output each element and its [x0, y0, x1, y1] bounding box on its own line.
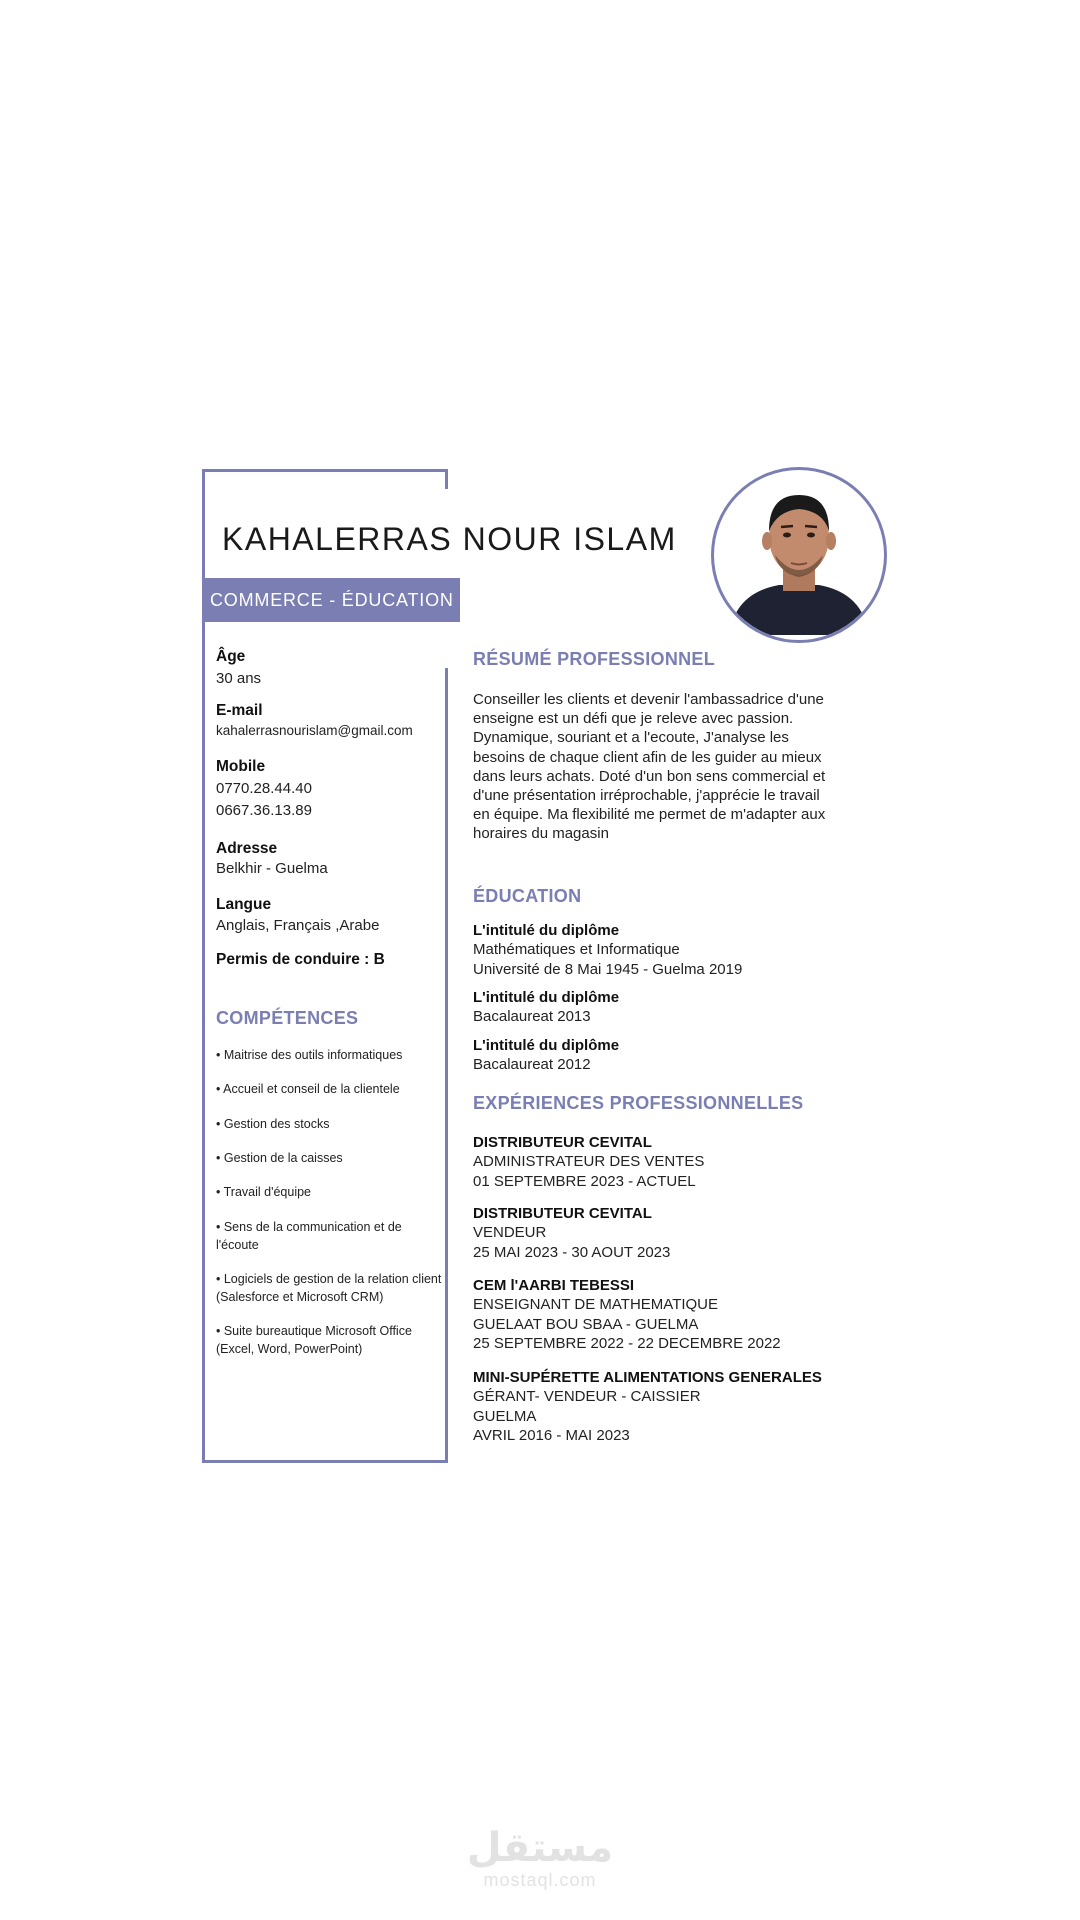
skill-item: • Gestion des stocks: [216, 1117, 330, 1131]
role-band: [204, 578, 460, 622]
email-label: E-mail: [216, 702, 263, 719]
sidebar-right-border: [445, 668, 448, 1463]
age-block: [216, 648, 440, 690]
experience-heading: CEM l'AARBI TEBESSI: [473, 1277, 635, 1294]
skill-item: • Sens de la communication et de l'écoute: [216, 1220, 402, 1252]
experience-line: 25 SEPTEMBRE 2022 - 22 DECEMBRE 2022: [473, 1334, 781, 1352]
age-value: 30 ans: [216, 670, 262, 687]
education-line: Bacalaureat 2012: [473, 1056, 591, 1074]
experience-heading: DISTRIBUTEUR CEVITAL: [473, 1205, 652, 1222]
mobile-number-1: 0770.28.44.40: [216, 780, 312, 797]
skill-item: • Suite bureautique Microsoft Office (Excel, Word, PowerPoint): [216, 1324, 412, 1356]
mobile-number-2: 0667.36.13.89: [216, 802, 312, 819]
address-value: Belkhir - Guelma: [216, 860, 328, 877]
experience-line: ENSEIGNANT DE MATHEMATIQUE: [473, 1296, 719, 1314]
skill-item: • Maitrise des outils informatiques: [216, 1048, 403, 1062]
experience-line: 01 SEPTEMBRE 2023 - ACTUEL: [473, 1172, 696, 1190]
education-entry: [473, 921, 893, 979]
profile-photo: [711, 467, 887, 643]
experience-entry: [473, 1276, 893, 1353]
experience-line: AVRIL 2016 - MAI 2023: [473, 1426, 630, 1444]
skill-item: • Gestion de la caisses: [216, 1151, 343, 1165]
email-value: kahalerrasnourislam@gmail.com: [216, 723, 413, 738]
mobile-label: Mobile: [216, 758, 266, 775]
skill-item: • Accueil et conseil de la clientele: [216, 1082, 400, 1096]
email-block: [216, 702, 440, 742]
summary-title: RÉSUMÉ PROFESSIONNEL: [473, 649, 716, 669]
education-entry: [473, 988, 893, 1027]
language-label: Langue: [216, 896, 272, 913]
summary-text: Conseiller les clients et devenir l'ambassadrice d'une enseigne est un défi que je releve avec passion. Dynamique, souriant et a l'ecoute, J'analyse les besoins de chaque client afin de les guider au mieux dans leurs achats. Doté d'un bon sens commercial et d'une présentation irréprochable, j'apprécie le travail en équipe. Ma flexibilité me permet de m'adapter aux horaires du magasin: [473, 691, 826, 843]
education-line: Université de 8 Mai 1945 - Guelma 2019: [473, 960, 743, 978]
address-block: [216, 840, 440, 880]
experience-line: GUELMA: [473, 1407, 537, 1425]
watermark-logo: [0, 1826, 1080, 1890]
address-label: Adresse: [216, 840, 278, 857]
experience-title: EXPÉRIENCES PROFESSIONNELLES: [473, 1093, 804, 1113]
education-heading: L'intitulé du diplôme: [473, 922, 620, 939]
portrait-image: [719, 475, 879, 635]
education-heading: L'intitulé du diplôme: [473, 1037, 620, 1054]
age-label: Âge: [216, 648, 246, 665]
education-line: Mathématiques et Informatique: [473, 941, 680, 959]
education-title: ÉDUCATION: [473, 886, 582, 906]
experience-heading: MINI-SUPÉRETTE ALIMENTATIONS GENERALES: [473, 1369, 822, 1386]
experience-entry: [473, 1204, 893, 1262]
skill-item: • Logiciels de gestion de la relation client (Salesforce et Microsoft CRM): [216, 1272, 442, 1304]
mobile-block: [216, 758, 440, 822]
education-line: Bacalaureat 2013: [473, 1008, 591, 1026]
watermark-latin: mostaql.com: [483, 1870, 597, 1890]
education-entry: [473, 1036, 893, 1075]
language-value: Anglais, Français ,Arabe: [216, 917, 380, 934]
experience-line: ADMINISTRATEUR DES VENTES: [473, 1153, 705, 1171]
experience-line: GUELAAT BOU SBAA - GUELMA: [473, 1315, 699, 1333]
candidate-name: KAHALERRAS NOUR ISLAM: [222, 521, 677, 557]
watermark-arabic: مستقل: [466, 1825, 614, 1871]
license-block: [216, 951, 440, 969]
skill-item: • Travail d'équipe: [216, 1185, 312, 1199]
experience-heading: DISTRIBUTEUR CEVITAL: [473, 1134, 652, 1151]
experience-line: VENDEUR: [473, 1224, 547, 1242]
experience-entry: [473, 1133, 893, 1191]
experience-line: GÉRANT- VENDEUR - CAISSIER: [473, 1388, 701, 1406]
education-heading: L'intitulé du diplôme: [473, 989, 620, 1006]
skills-title: COMPÉTENCES: [216, 1008, 359, 1028]
language-block: [216, 896, 440, 937]
experience-entry: [473, 1368, 893, 1445]
role-label: COMMERCE - ÉDUCATION: [210, 589, 454, 610]
experience-line: 25 MAI 2023 - 30 AOUT 2023: [473, 1243, 671, 1261]
driving-license: Permis de conduire : B: [216, 951, 385, 968]
